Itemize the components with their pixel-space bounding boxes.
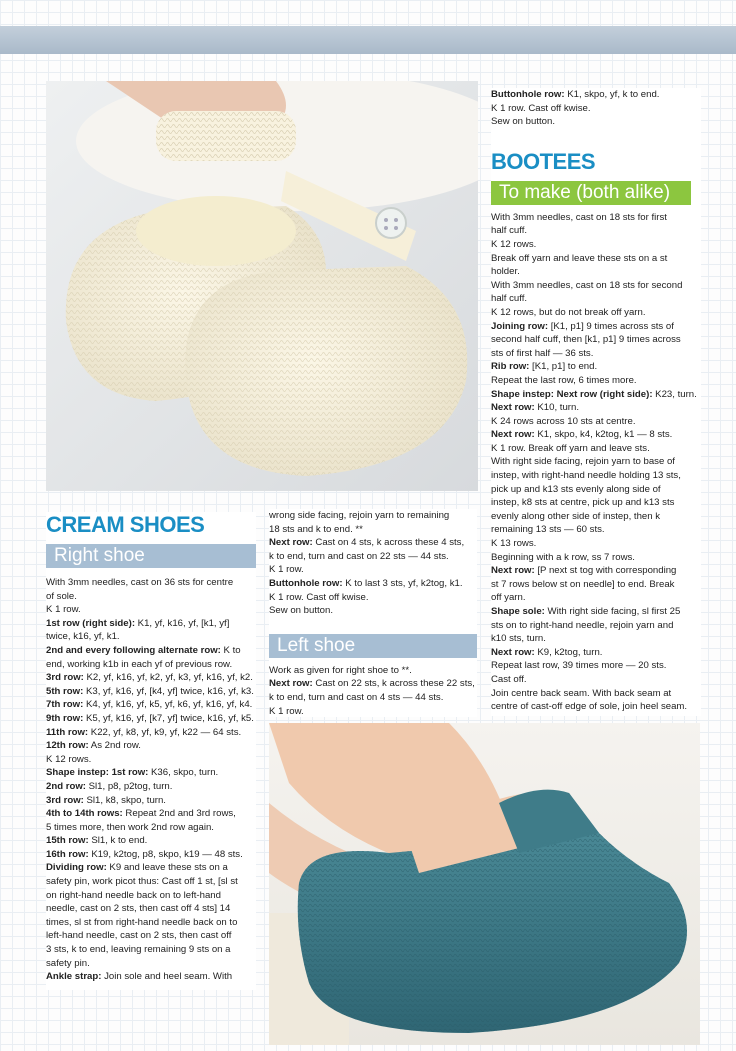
row-text: Join centre back seam. With back seam at [491,687,672,699]
instruction-line [491,564,701,578]
row-text: Cast on 22 sts, k across these 22 sts, [312,678,475,690]
row-label: Next row: [269,678,313,690]
instruction-line [269,705,477,719]
row-label: Next row: [491,565,535,577]
instruction-line [491,442,701,456]
row-text: As 2nd row. [88,740,141,752]
instruction-line [46,712,256,726]
row-text: Sew on button. [491,116,556,128]
cream-shoes-title: CREAM SHOES [46,512,205,537]
row-label: Shape instep: 1st row: [46,767,149,779]
instruction-line [46,698,256,712]
row-text: twice, k16, yf, k1. [46,631,120,643]
row-text: K2, yf, k16, yf, k2, yf, k3, yf, k16, yf, k2. [83,672,253,684]
row-text: K to [220,644,241,656]
row-text: K22, yf, k8, yf, k9, yf, k22 — 64 sts. [88,726,242,738]
row-label: Next row: [491,402,535,414]
instruction-line [491,252,701,266]
row-label: Next row: [269,537,313,549]
row-text: K19, k2tog, p8, skpo, k19 — 48 sts. [88,848,243,860]
row-text: end, working k1b in each yf of previous row. [46,658,233,670]
row-label: Rib row: [491,361,530,373]
bootees-section [491,88,701,716]
row-text: 18 sts and k to end. ** [269,523,363,535]
instruction-line [46,848,256,862]
row-label: Shape sole: [491,606,545,617]
row-text: wrong side facing, rejoin yarn to remaining [269,510,450,521]
instruction-line [491,646,701,660]
row-label: 9th row: [46,712,84,724]
row-text: half cuff. [491,225,528,237]
instruction-line [491,605,701,619]
instruction-line [46,576,256,590]
instruction-line [491,578,701,592]
row-text: k to end, turn and cast on 22 sts — 44 sts. [269,550,449,562]
row-text: instep, with right-hand needle holding 13 sts, [491,470,681,482]
instruction-line [491,360,701,374]
instruction-line [269,550,477,564]
instruction-line [46,807,256,821]
row-label: 2nd row: [46,780,86,792]
row-label: Buttonhole row: [269,577,343,589]
instruction-line [491,469,701,483]
row-text: safety pin. [46,957,90,969]
instruction-line [491,537,701,551]
instruction-line [491,347,701,361]
instruction-line [491,279,701,293]
row-text: Sl1, k to end. [88,835,148,847]
row-text: k to end, turn and cast on 4 sts — 44 sts. [269,691,444,703]
row-text: Repeat 2nd and 3rd rows, [122,808,236,820]
row-text: K10, turn. [534,402,579,414]
row-label: Next row: [491,429,535,441]
row-text: K 12 rows. [491,238,537,250]
row-label: 1st row (right side): [46,617,136,629]
instruction-line [491,483,701,497]
row-text: Repeat the last row, 6 times more. [491,374,637,386]
instruction-line [269,591,477,605]
instruction-line [46,753,256,767]
instruction-line [46,780,256,794]
row-text: K1, skpo, k4, k2tog, k1 — 8 sts. [534,429,673,441]
instruction-line [46,957,256,971]
instruction-line [491,510,701,524]
row-text: K 12 rows. [46,753,92,765]
instruction-line [491,401,701,415]
instruction-line [491,115,701,129]
buttonhole-instructions [491,88,701,129]
row-text: [K1, p1] to end. [529,361,598,373]
bootees-instructions [491,211,701,714]
row-label: 2nd and every following alternate row: [46,644,221,656]
row-label: Dividing row: [46,862,107,874]
row-text: k10 sts, turn. [491,633,546,645]
row-label: 12th row: [46,740,89,752]
row-text: on right-hand needle back on to left-hand [46,889,221,901]
instruction-line [46,875,256,889]
instruction-line [491,455,701,469]
left-shoe-instructions [269,664,477,718]
instruction-line [491,591,701,605]
row-text: [P next st tog with corresponding [534,565,677,577]
instruction-line [269,604,477,618]
cream-shoes-section [46,512,256,990]
instruction-line [46,970,256,984]
row-text: second half cuff, then [k1, p1] 9 times across [491,334,681,346]
row-text: K4, yf, k16, yf, k5, yf, k6, yf, k16, yf, k4. [83,699,253,711]
instruction-line [491,496,701,510]
instruction-line [269,509,477,523]
instruction-line [46,590,256,604]
instruction-line [46,658,256,672]
row-text: of sole. [46,590,77,602]
instruction-line [269,536,477,550]
row-label: 3rd row: [46,794,84,806]
row-label: Ankle strap: [46,971,102,983]
left-shoe-banner: Left shoe [269,634,477,658]
cream-shoes-instructions [46,576,256,984]
instruction-line [491,265,701,279]
instruction-line [491,102,701,116]
row-text: Sew on button. [269,605,334,617]
row-text: Sl1, p8, p2tog, turn. [85,780,173,792]
instruction-line [46,685,256,699]
instruction-line [46,834,256,848]
instruction-line [46,766,256,780]
row-text: safety pin, work picot thus: Cast off 1 st, [sl st [46,876,238,888]
row-label: Next row: [491,646,535,658]
instruction-line [491,388,701,402]
row-text: evenly along other side of instep, then k [491,510,661,522]
instruction-line [46,889,256,903]
instruction-line [491,551,701,565]
instruction-line [491,632,701,646]
instruction-line [269,577,477,591]
instruction-line [491,619,701,633]
instruction-line [491,238,701,252]
row-text: times, sl st from right-hand needle back on to [46,916,238,928]
row-text: K 24 rows across 10 sts at centre. [491,415,636,427]
row-text: remaining 13 sts — 60 sts. [491,524,605,536]
instruction-line [46,739,256,753]
instruction-line [46,929,256,943]
instruction-line [46,794,256,808]
row-text: needle, cast on 2 sts, then cast off 4 sts] 14 [46,903,231,915]
row-text: With right side facing, sl first 25 [544,606,681,617]
row-text: K 1 row. [269,705,304,717]
row-text: With 3mm needles, cast on 18 sts for second [491,279,683,291]
row-text: Repeat last row, 39 times more — 20 sts. [491,660,667,672]
row-label: 5th row: [46,685,84,697]
to-make-banner: To make (both alike) [491,181,691,205]
row-text: holder. [491,266,520,278]
instruction-line [269,563,477,577]
row-text: K to last 3 sts, yf, k2tog, k1. [342,577,463,589]
row-text: left-hand needle, cast on 2 sts, then cast off [46,930,232,942]
row-text: Break off yarn and leave these sts on a st [491,252,668,264]
row-label: 15th row: [46,835,89,847]
bootees-title: BOOTEES [491,148,596,174]
row-text: With 3mm needles, cast on 36 sts for centre [46,577,234,588]
row-text: st 7 rows below st on needle] to end. Break [491,578,675,590]
row-text: [K1, p1] 9 times across sts of [548,320,674,332]
instruction-line [46,603,256,617]
instruction-line [491,700,701,714]
row-text: K 12 rows, but do not break off yarn. [491,306,646,318]
row-text: K 1 row. Break off yarn and leave sts. [491,442,650,454]
row-text: K1, yf, k16, yf, [k1, yf] [135,617,230,629]
instruction-line [269,677,477,691]
row-text: K3, yf, k16, yf, [k4, yf] twice, k16, yf, k3. [83,685,254,697]
blue-bootees-photo [269,723,700,1045]
row-text: K36, skpo, turn. [148,767,219,779]
row-text: K 13 rows. [491,538,537,550]
row-text: With right side facing, rejoin yarn to base of [491,456,675,468]
row-text: K9, k2tog, turn. [534,646,603,658]
instruction-line [46,726,256,740]
row-text: off yarn. [491,592,526,604]
row-text: Cast off. [491,673,527,685]
row-label: Buttonhole row: [491,89,565,100]
row-text: K 1 row. [269,564,304,576]
row-text: half cuff. [491,293,528,305]
row-text: 3 sts, k to end, leaving remaining 9 sts on a [46,944,231,956]
instruction-line [46,671,256,685]
row-text: Join sole and heel seam. With [101,971,233,983]
row-text: K 1 row. [46,604,81,616]
row-text: K9 and leave these sts on a [106,862,228,874]
instruction-line [491,659,701,673]
instruction-line [269,523,477,537]
instruction-line [269,664,477,678]
row-label: Joining row: [491,320,549,332]
row-text: K5, yf, k16, yf, [k7, yf] twice, k16, yf, k5. [83,712,254,724]
instruction-line [491,428,701,442]
row-text: instep, k8 sts at centre, pick up and k13 sts [491,497,675,509]
instruction-line [491,673,701,687]
instruction-line [46,916,256,930]
header-band [0,26,736,54]
instruction-line [491,374,701,388]
instruction-line [491,415,701,429]
row-label: 3rd row: [46,672,84,684]
instruction-line [491,292,701,306]
row-text: K 1 row. Cast off kwise. [491,102,591,114]
instruction-line [46,630,256,644]
instruction-line [46,902,256,916]
row-text: Work as given for right shoe to **. [269,664,412,676]
row-text: With 3mm needles, cast on 18 sts for first [491,211,667,223]
row-label: 4th to 14th rows: [46,808,123,820]
row-text: Beginning with a k row, ss 7 rows. [491,551,635,563]
instruction-line [46,943,256,957]
instruction-line [46,617,256,631]
instruction-line [46,821,256,835]
instruction-line [491,687,701,701]
instruction-line [491,333,701,347]
row-text: K23, turn. [652,388,697,400]
row-text: Sl1, k8, skpo, turn. [83,794,166,806]
row-text: K1, skpo, yf, k to end. [564,89,660,100]
row-label: Shape instep: Next row (right side): [491,388,653,400]
instruction-line [491,320,701,334]
instruction-line [491,211,701,225]
row-text: centre of cast-off edge of sole, join heel seam. [491,701,688,713]
row-label: 11th row: [46,726,89,738]
right-shoe-continued [269,509,477,618]
instruction-line [491,224,701,238]
row-text: Cast on 4 sts, k across these 4 sts, [312,537,465,549]
row-label: 7th row: [46,699,84,711]
row-text: sts on to right-hand needle, rejoin yarn and [491,619,674,631]
row-text: 5 times more, then work 2nd row again. [46,821,214,833]
row-text: sts of first half — 36 sts. [491,347,594,359]
cream-shoes-photo [46,81,478,491]
instruction-line [46,861,256,875]
instruction-line [491,523,701,537]
right-shoe-banner: Right shoe [46,544,256,568]
row-text: K 1 row. Cast off kwise. [269,591,369,603]
middle-column [269,509,477,717]
row-text: pick up and k13 sts evenly along side of [491,483,661,495]
instruction-line [269,691,477,705]
instruction-line [491,88,701,102]
instruction-line [491,306,701,320]
row-label: 16th row: [46,848,89,860]
instruction-line [46,644,256,658]
